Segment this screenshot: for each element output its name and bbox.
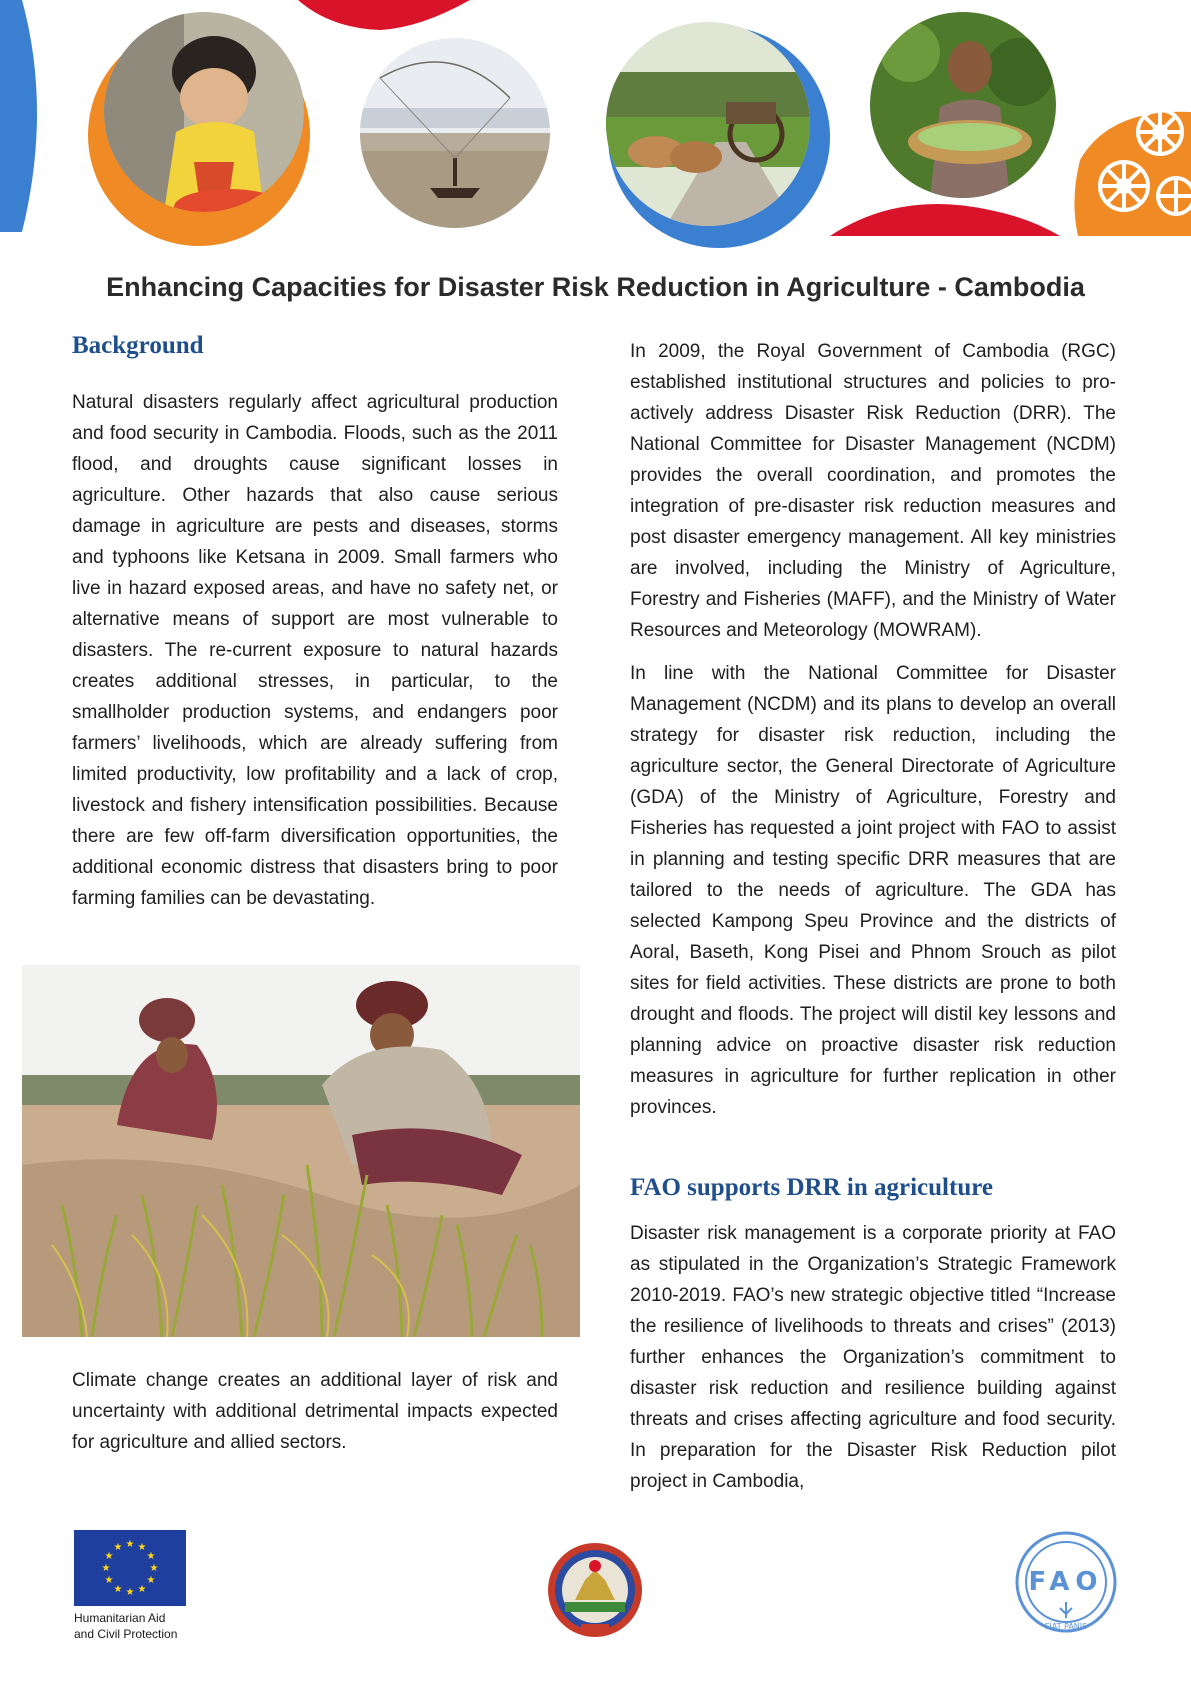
eu-flag-icon	[74, 1530, 186, 1606]
svg-text:★: ★	[125, 1539, 135, 1550]
document-title: Enhancing Capacities for Disaster Risk Reduction in Agriculture - Cambodia	[106, 272, 1085, 302]
blue-arc-left	[0, 0, 37, 232]
svg-text:★: ★	[125, 1587, 135, 1598]
fao-logo-icon	[1014, 1530, 1118, 1634]
svg-text:★: ★	[146, 1575, 156, 1586]
svg-text:★: ★	[137, 1542, 147, 1553]
svg-text:★: ★	[149, 1563, 159, 1574]
red-arc-bottom	[830, 204, 1060, 236]
svg-text:★: ★	[113, 1542, 123, 1553]
rgc-text	[630, 336, 1116, 1123]
background-text	[72, 387, 558, 914]
svg-text:★: ★	[113, 1584, 123, 1595]
svg-text:★: ★	[104, 1575, 114, 1586]
svg-text:★: ★	[104, 1551, 114, 1562]
background-paragraph: Natural disasters regularly affect agricultural production and food security in Cambodia. Floods, such as the 2011 flood, and droughts cause significant losses in agriculture. Other hazards that also cause serious damage in agriculture are pests and diseases, storms and typhoons like Ketsana in 2009. Small farmers who live in hazard exposed areas, and have no safety net, or alternative means of support are most vulnerable to disasters. The re-current exposure to natural hazards creates additional stresses, in particular, to the smallholder production systems, and endangers poor farmers’ livelihoods, which are already suffering from limited productivity, low profitability and a lack of crop, livestock and fishery intensification possibilities. Because there are few off-farm diversification opportunities, the additional economic distress that disasters bring to poor farming families can be devastating.	[72, 392, 558, 909]
fao-letters: FAO	[1028, 1567, 1104, 1597]
photo-woman-basket	[870, 12, 1056, 198]
fao-supports-heading: FAO supports DRR in agriculture	[630, 1174, 993, 1201]
fao-supports-text	[630, 1218, 1116, 1497]
eu-caption-line2: and Civil Protection	[74, 1627, 178, 1641]
svg-text:★: ★	[146, 1551, 156, 1562]
photo-child	[104, 12, 304, 212]
photo-fishing	[360, 38, 550, 228]
climate-change-paragraph: Climate change creates an additional layer of risk and uncertainty with additional detrimental impacts expected for agriculture and allied sectors.	[72, 1370, 558, 1453]
rgc-paragraph: In 2009, the Royal Government of Cambodia (RGC) established institutional structures and policies to pro-actively address Disaster Risk Reduction (DRR). The National Committee for Disaster Management (NCDM) provides the overall coordination, and promotes the integration of pre-disaster risk reduction measures and post disaster emergency management. All key ministries are involved, including the Ministry of Agriculture, Forestry and Fisheries (MAFF), and the Ministry of Water Resources and Meteorology (MOWRAM).	[630, 341, 1116, 641]
svg-text:★: ★	[101, 1563, 111, 1574]
photo-ox-cart	[606, 22, 810, 226]
ministry-emblem-icon	[545, 1540, 645, 1640]
background-heading: Background	[72, 332, 204, 359]
svg-text:★: ★	[137, 1584, 147, 1595]
fao-motto: FIAT PANIS	[1044, 1622, 1088, 1631]
eu-caption	[74, 1610, 177, 1642]
header-banner	[0, 0, 1191, 240]
photo-rice-planting	[22, 965, 580, 1337]
ncdm-paragraph: In line with the National Committee for Disaster Management (NCDM) and its plans to develop an overall strategy for disaster risk reduction, including the agriculture sector, the General Directorate of Agriculture (GDA) of the Ministry of Agriculture, Forestry and Fisheries has requested a joint project with FAO to assist in planning and testing specific DRR measures that are tailored to the needs of agriculture. The GDA has selected Kampong Speu Province and the districts of Aoral, Baseth, Kong Pisei and Phnom Srouch as pilot sites for field activities. These districts are prone to both drought and floods. The project will distil key lessons and planning advice on proactive disaster risk reduction measures in agriculture for further replication in other provinces.	[630, 663, 1116, 1118]
eu-caption-line1: Humanitarian Aid	[74, 1611, 166, 1625]
red-arc-top	[298, 0, 470, 30]
climate-change-text	[72, 1365, 558, 1458]
fao-supports-paragraph: Disaster risk management is a corporate priority at FAO as stipulated in the Organization’s Strategic Framework 2010-2019. FAO’s new strategic objective titled “Increase the resilience of livelihoods to threats and crises” (2013) further enhances the Organization’s commitment to disaster risk reduction and resilience building against threats and crises affecting agriculture and food security. In preparation for the Disaster Risk Reduction pilot project in Cambodia,	[630, 1223, 1116, 1492]
